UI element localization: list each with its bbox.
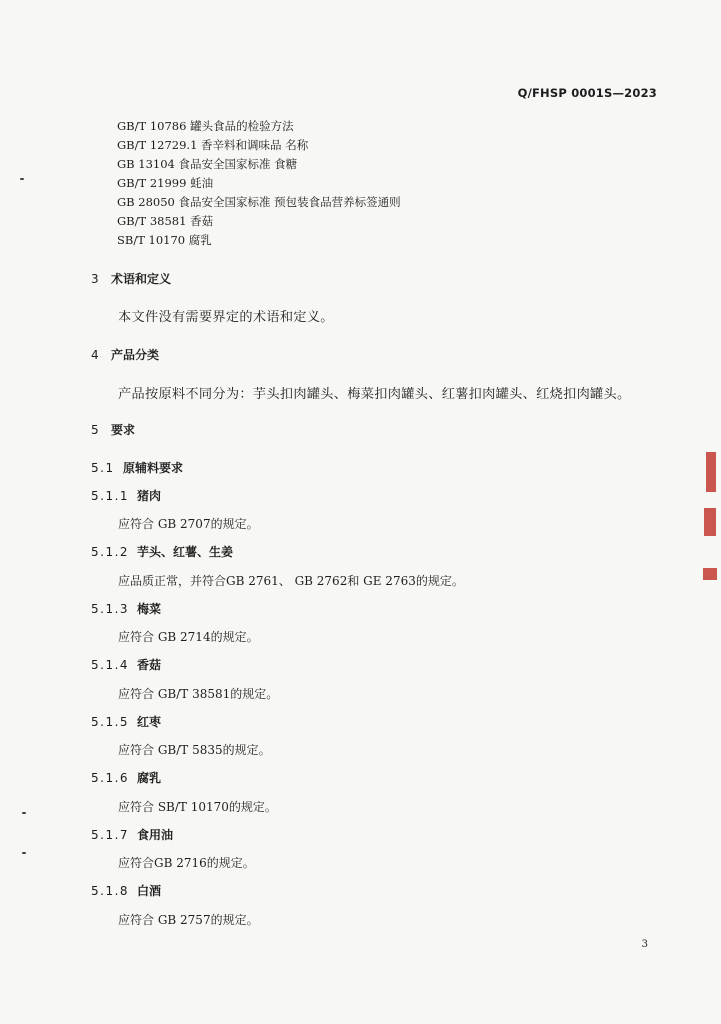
section-number: 5 — [91, 423, 99, 437]
item-title: 白酒 — [137, 884, 162, 898]
item-5-1-4-heading — [91, 656, 161, 673]
section-title: 原辅料要求 — [123, 461, 184, 475]
section-title: 产品分类 — [111, 348, 160, 362]
reference-item: GB 13104 食品安全国家标准 食糖 — [117, 157, 298, 171]
item-title: 红枣 — [137, 715, 162, 729]
reference-list — [117, 117, 401, 250]
item-5-1-3-heading — [91, 600, 161, 617]
reference-item: GB/T 38581 香菇 — [117, 214, 214, 228]
reference-item: GB/T 12729.1 香辛料和调味品 名称 — [117, 138, 309, 152]
item-title: 芋头、红薯、生姜 — [137, 545, 234, 559]
item-5-1-6-text: 应符合 SB/T 10170的规定。 — [118, 800, 277, 814]
item-title: 腐乳 — [137, 771, 162, 785]
item-title: 梅菜 — [137, 602, 162, 616]
scan-speck — [22, 852, 26, 854]
reference-item: GB 28050 食品安全国家标准 预包装食品营养标签通则 — [117, 195, 401, 209]
scan-speck — [20, 178, 24, 180]
scan-speck — [22, 812, 26, 814]
reference-item: SB/T 10170 腐乳 — [117, 233, 212, 247]
item-5-1-3-text: 应符合 GB 2714的规定。 — [118, 630, 259, 644]
item-5-1-7-text: 应符合GB 2716的规定。 — [118, 856, 255, 870]
section-4-text: 产品按原料不同分为：芋头扣肉罐头、梅菜扣肉罐头、红薯扣肉罐头、红烧扣肉罐头。 — [118, 387, 631, 402]
item-number: 5.1.4 — [91, 658, 130, 672]
item-title: 食用油 — [137, 828, 174, 842]
section-5-1-heading — [91, 459, 183, 476]
page-number: 3 — [641, 939, 648, 950]
item-5-1-1-heading — [91, 487, 161, 504]
item-5-1-8-heading — [91, 882, 161, 899]
item-title: 猪肉 — [137, 489, 162, 503]
section-number: 3 — [91, 272, 99, 286]
section-title: 要求 — [111, 423, 136, 437]
item-number: 5.1.5 — [91, 715, 130, 729]
item-5-1-4-text: 应符合 GB/T 38581的规定。 — [118, 687, 279, 701]
item-5-1-5-text: 应符合 GB/T 5835的规定。 — [118, 743, 271, 757]
item-5-1-2-heading — [91, 543, 233, 560]
item-5-1-7-heading — [91, 826, 173, 843]
seal-stamp-fragment — [701, 452, 719, 584]
item-number: 5.1.8 — [91, 884, 130, 898]
item-number: 5.1.6 — [91, 771, 130, 785]
item-number: 5.1.2 — [91, 545, 130, 559]
item-5-1-1-text: 应符合 GB 2707的规定。 — [118, 517, 259, 531]
section-4-heading — [91, 346, 159, 363]
reference-item: GB/T 10786 罐头食品的检验方法 — [117, 119, 294, 133]
reference-item: GB/T 21999 蚝油 — [117, 176, 214, 190]
section-number: 5.1 — [91, 461, 115, 475]
section-5-heading — [91, 421, 135, 438]
item-5-1-2-text: 应品质正常，并符合GB 2761、 GB 2762和 GE 2763的规定。 — [118, 574, 464, 588]
item-5-1-5-heading — [91, 713, 161, 730]
item-5-1-6-heading — [91, 769, 161, 786]
item-number: 5.1.7 — [91, 828, 130, 842]
section-number: 4 — [91, 348, 99, 362]
item-5-1-8-text: 应符合 GB 2757的规定。 — [118, 913, 259, 927]
section-title: 术语和定义 — [111, 272, 172, 286]
item-number: 5.1.3 — [91, 602, 130, 616]
item-title: 香菇 — [137, 658, 162, 672]
document-id: Q/FHSP 0001S—2023 — [517, 86, 657, 100]
item-number: 5.1.1 — [91, 489, 130, 503]
section-3-heading — [91, 270, 171, 287]
section-3-text: 本文件没有需要界定的术语和定义。 — [118, 310, 334, 325]
